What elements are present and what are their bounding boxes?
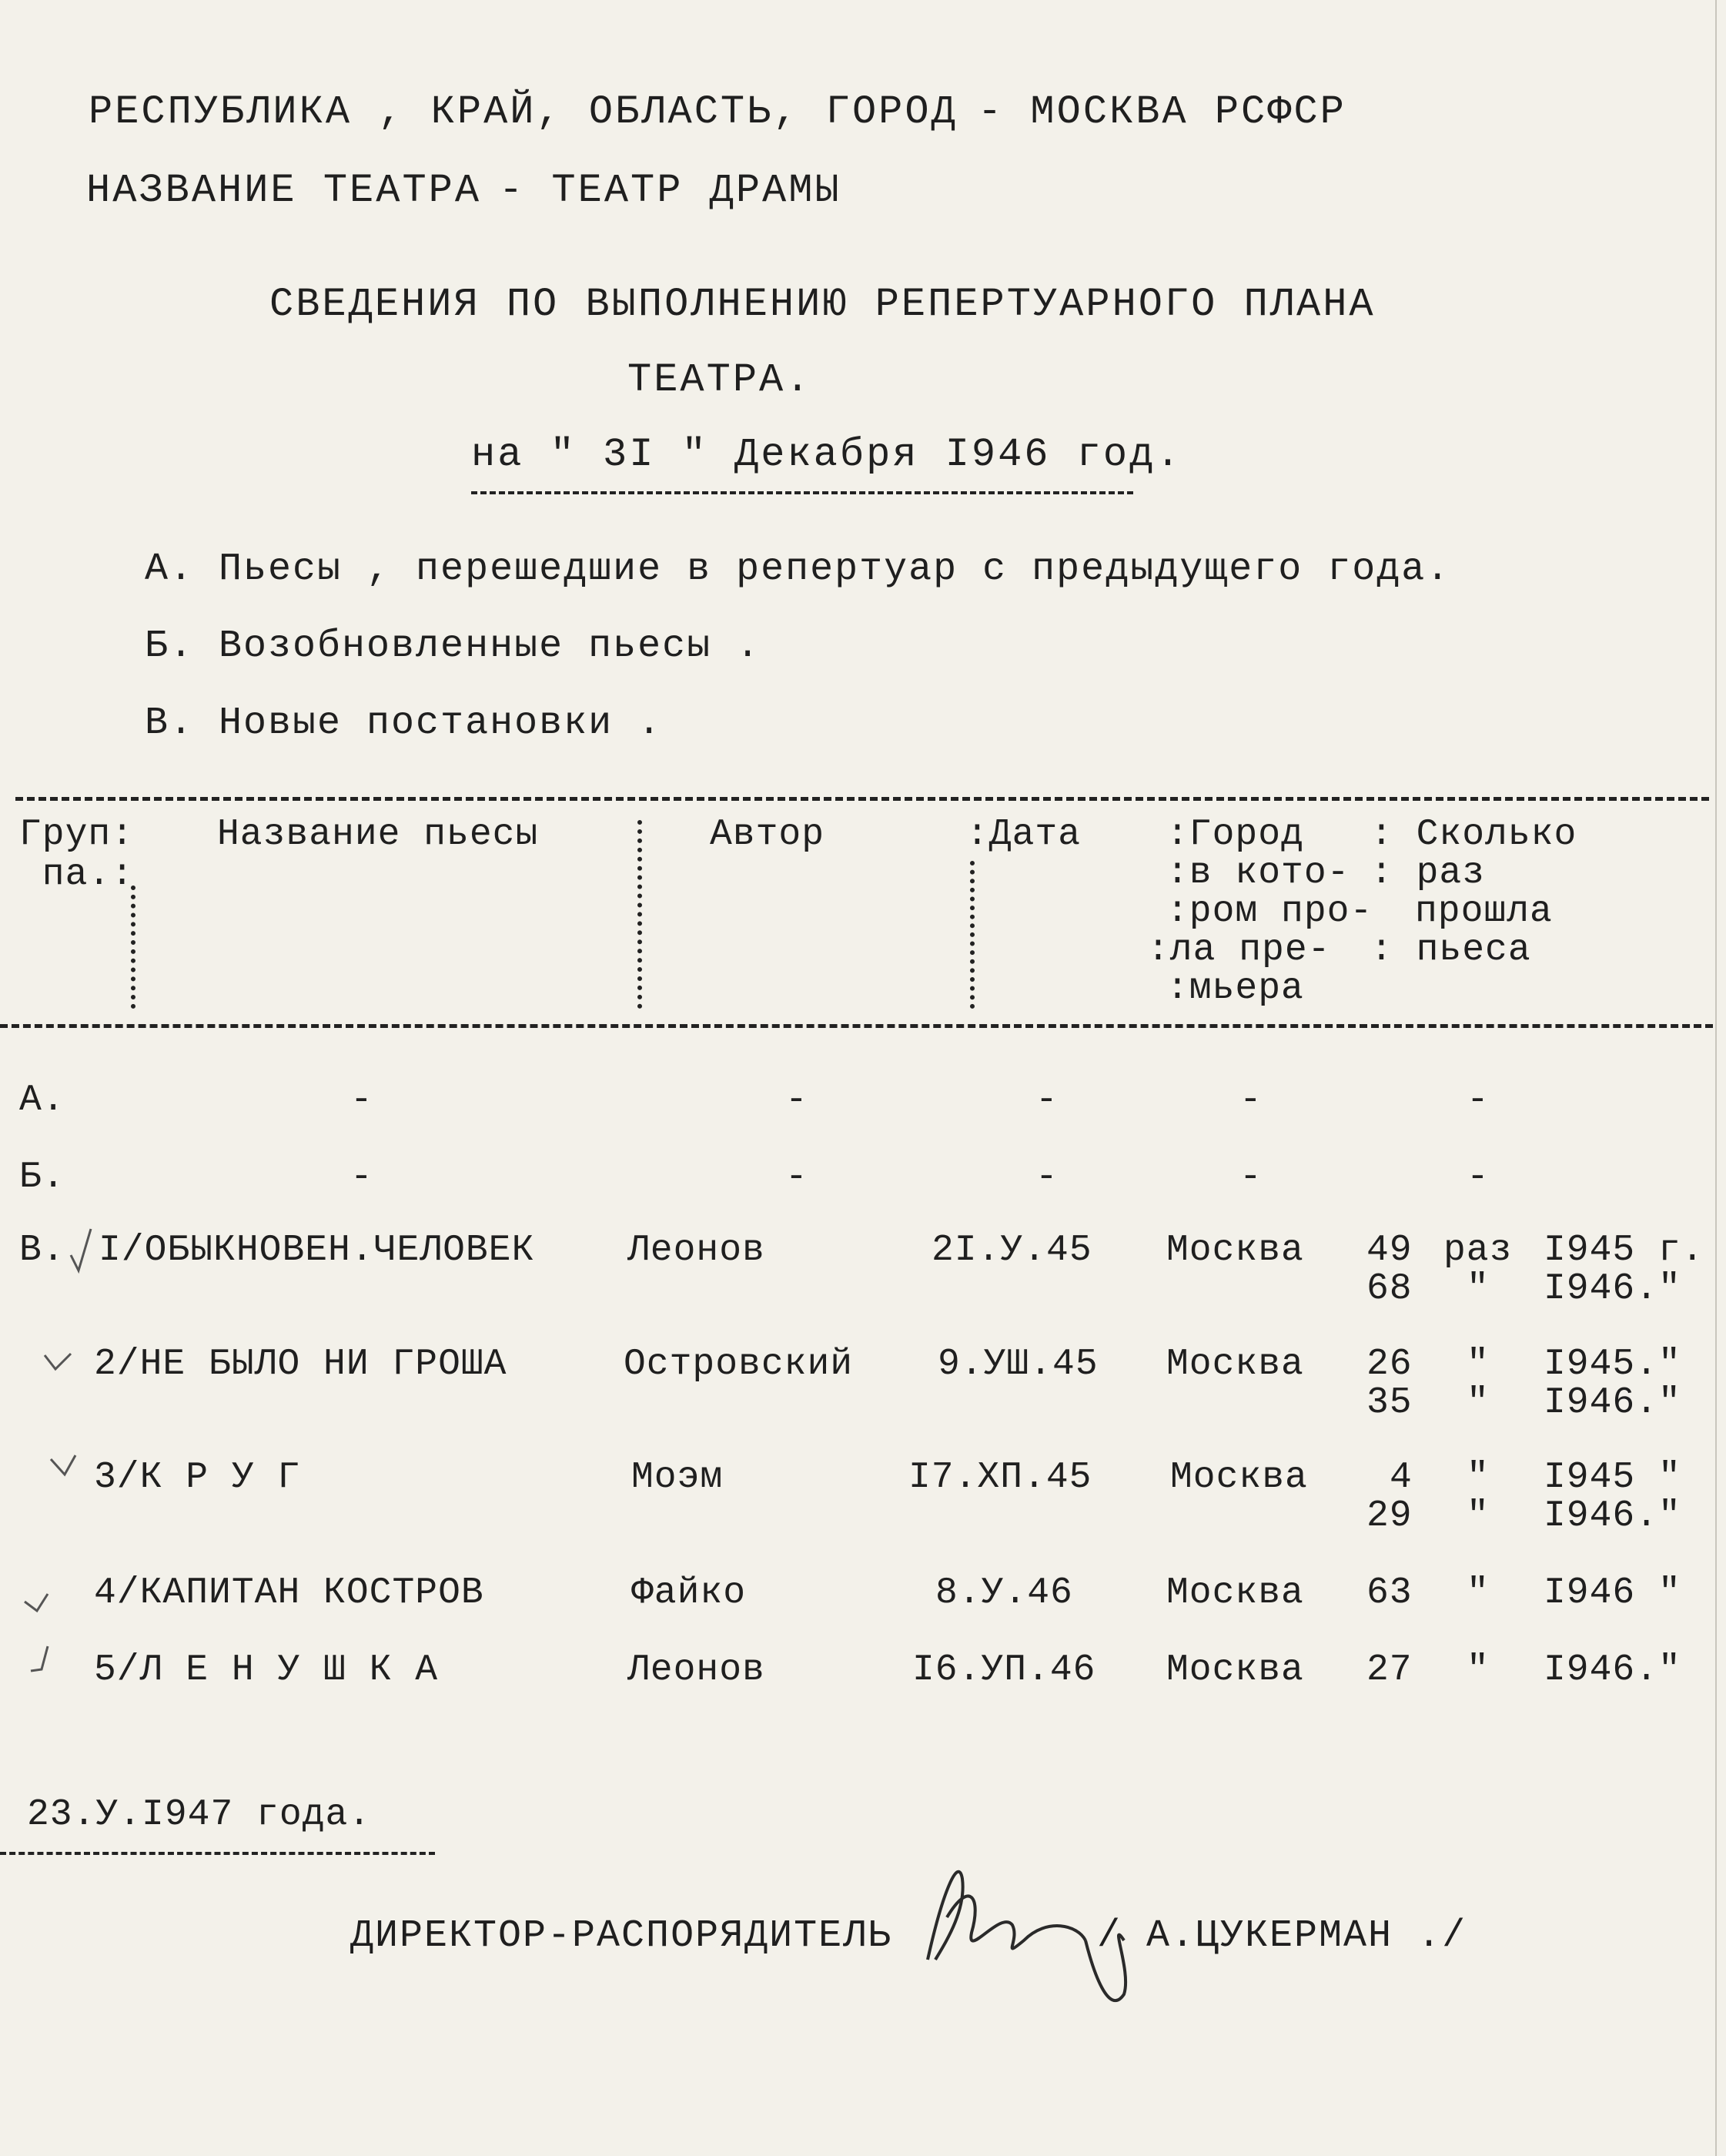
row-a-author: - (785, 1080, 808, 1121)
row-3-count-1946: 29 (1366, 1495, 1413, 1537)
check-mark-icon (31, 1646, 48, 1671)
row-5-year: I946." (1544, 1649, 1681, 1691)
row-1-count-1946: 68 (1366, 1268, 1413, 1310)
row-3-author: Моэм (631, 1457, 724, 1498)
row-4-title: 4/КАПИТАН КОСТРОВ (94, 1572, 484, 1614)
document-title-line2: ТЕАТРА. (627, 357, 812, 403)
header-city-1: :Город (1166, 814, 1304, 855)
header-count-1: : Сколько (1370, 814, 1577, 855)
header-city-4: :ла пре- (1147, 929, 1331, 971)
row-4-date: 8.У.46 (935, 1572, 1073, 1614)
header-city-3: :ром про- (1166, 891, 1373, 932)
document-title: СВЕДЕНИЯ ПО ВЫПОЛНЕНИЮ РЕПЕРТУАРНОГО ПЛАНА (269, 282, 1376, 327)
director-position: ДИРЕКТОР-РАСПОРЯДИТЕЛЬ (350, 1914, 893, 1958)
check-mark-icon (25, 1594, 48, 1611)
row-5-city: Москва (1166, 1649, 1304, 1691)
row-2-year-2: I946." (1544, 1382, 1681, 1424)
header-city-2: :в кото- (1166, 852, 1350, 894)
director-signature (928, 1872, 1126, 2000)
check-mark-icon (51, 1455, 75, 1475)
row-5-count-1946: 27 (1366, 1649, 1413, 1691)
row-3-year-1: I945 " (1544, 1457, 1681, 1498)
legend-c: В. Новые постановки . (145, 701, 663, 745)
row-2-city: Москва (1166, 1344, 1304, 1385)
row-b-city: - (1239, 1157, 1263, 1198)
row-1-unit-2: " (1467, 1268, 1490, 1310)
row-4-city: Москва (1166, 1572, 1304, 1614)
row-a-title: - (350, 1080, 373, 1121)
header-group-2: па.: (19, 854, 135, 896)
row-1-count-1945: 49 (1366, 1230, 1413, 1271)
row-2-year-1: I945." (1544, 1344, 1681, 1385)
check-mark-icon (45, 1354, 71, 1369)
row-2-date: 9.УШ.45 (938, 1344, 1099, 1385)
row-2-title: 2/НЕ БЫЛО НИ ГРОША (94, 1344, 507, 1385)
footer-date-underline (0, 1852, 435, 1855)
row-2-unit-2: " (1467, 1382, 1490, 1424)
legend-b: Б. Возобновленные пьесы . (145, 624, 761, 668)
header-title: Название пьесы (217, 814, 539, 855)
row-3-unit-2: " (1467, 1495, 1490, 1537)
row-4-unit: " (1467, 1572, 1490, 1614)
row-a-date: - (1035, 1080, 1059, 1121)
row-2-count-1945: 26 (1366, 1344, 1413, 1385)
row-a-city: - (1239, 1080, 1263, 1121)
row-1-title: I/ОБЫКНОВЕН.ЧЕЛОВЕК (99, 1230, 535, 1271)
region-label: РЕСПУБЛИКА , КРАЙ, ОБЛАСТЬ, ГОРОД (89, 89, 958, 135)
row-5-date: I6.УП.46 (912, 1649, 1096, 1691)
director-name: / А.ЦУКЕРМАН ./ (1097, 1914, 1467, 1958)
row-b-date: - (1035, 1157, 1059, 1198)
row-3-date: I7.ХП.45 (908, 1457, 1092, 1498)
row-1-year-2: I946." (1544, 1268, 1681, 1310)
legend-a: А. Пьесы , перешедшие в репертуар с предыдущего года. (145, 547, 1451, 591)
row-1-city: Москва (1166, 1230, 1304, 1271)
header-count-3: прошла (1415, 891, 1553, 932)
row-5-unit: " (1467, 1649, 1490, 1691)
row-3-count-1945: 4 (1390, 1457, 1413, 1498)
row-a-group: А. (19, 1080, 65, 1121)
header-author: Автор (710, 814, 825, 855)
row-4-count-1946: 63 (1366, 1572, 1413, 1614)
region-value: - МОСКВА РСФСР (978, 89, 1346, 135)
row-1-date: 2I.У.45 (932, 1230, 1092, 1271)
row-b-count: - (1467, 1157, 1490, 1198)
row-3-title: 3/К Р У Г (94, 1457, 301, 1498)
paper-fold-line (1715, 0, 1717, 2156)
row-b-title: - (350, 1157, 373, 1198)
row-1-year-1: I945 г. (1544, 1230, 1704, 1271)
row-5-title: 5/Л Е Н У Ш К А (94, 1649, 439, 1691)
footer-date: 23.У.I947 года. (27, 1794, 372, 1836)
row-b-author: - (785, 1157, 808, 1198)
row-2-count-1946: 35 (1366, 1382, 1413, 1424)
row-5-author: Леонов (627, 1649, 765, 1691)
row-2-author: Островский (624, 1344, 854, 1385)
header-count-4: : пьеса (1370, 929, 1531, 971)
row-1-unit-1: раз (1443, 1230, 1513, 1271)
row-3-year-2: I946." (1544, 1495, 1681, 1537)
report-date: на " 3I " Декабря I946 год. (471, 432, 1182, 477)
theatre-label: НАЗВАНИЕ ТЕАТРА (86, 168, 482, 213)
header-count-2: : раз (1370, 852, 1486, 894)
row-3-unit-1: " (1467, 1457, 1490, 1498)
row-4-year: I946 " (1544, 1572, 1681, 1614)
row-v-group: В. (19, 1230, 65, 1271)
header-group-1: Груп: (19, 814, 135, 855)
row-3-city: Москва (1170, 1457, 1308, 1498)
row-a-count: - (1467, 1080, 1490, 1121)
row-1-author: Леонов (627, 1230, 765, 1271)
check-mark-icon (71, 1229, 91, 1270)
row-2-unit-1: " (1467, 1344, 1490, 1385)
row-4-author: Файко (631, 1572, 747, 1614)
header-date: :Дата (966, 814, 1082, 855)
row-b-group: Б. (19, 1157, 65, 1198)
header-city-5: :мьера (1166, 968, 1304, 1009)
theatre-value: - ТЕАТР ДРАМЫ (499, 168, 841, 213)
